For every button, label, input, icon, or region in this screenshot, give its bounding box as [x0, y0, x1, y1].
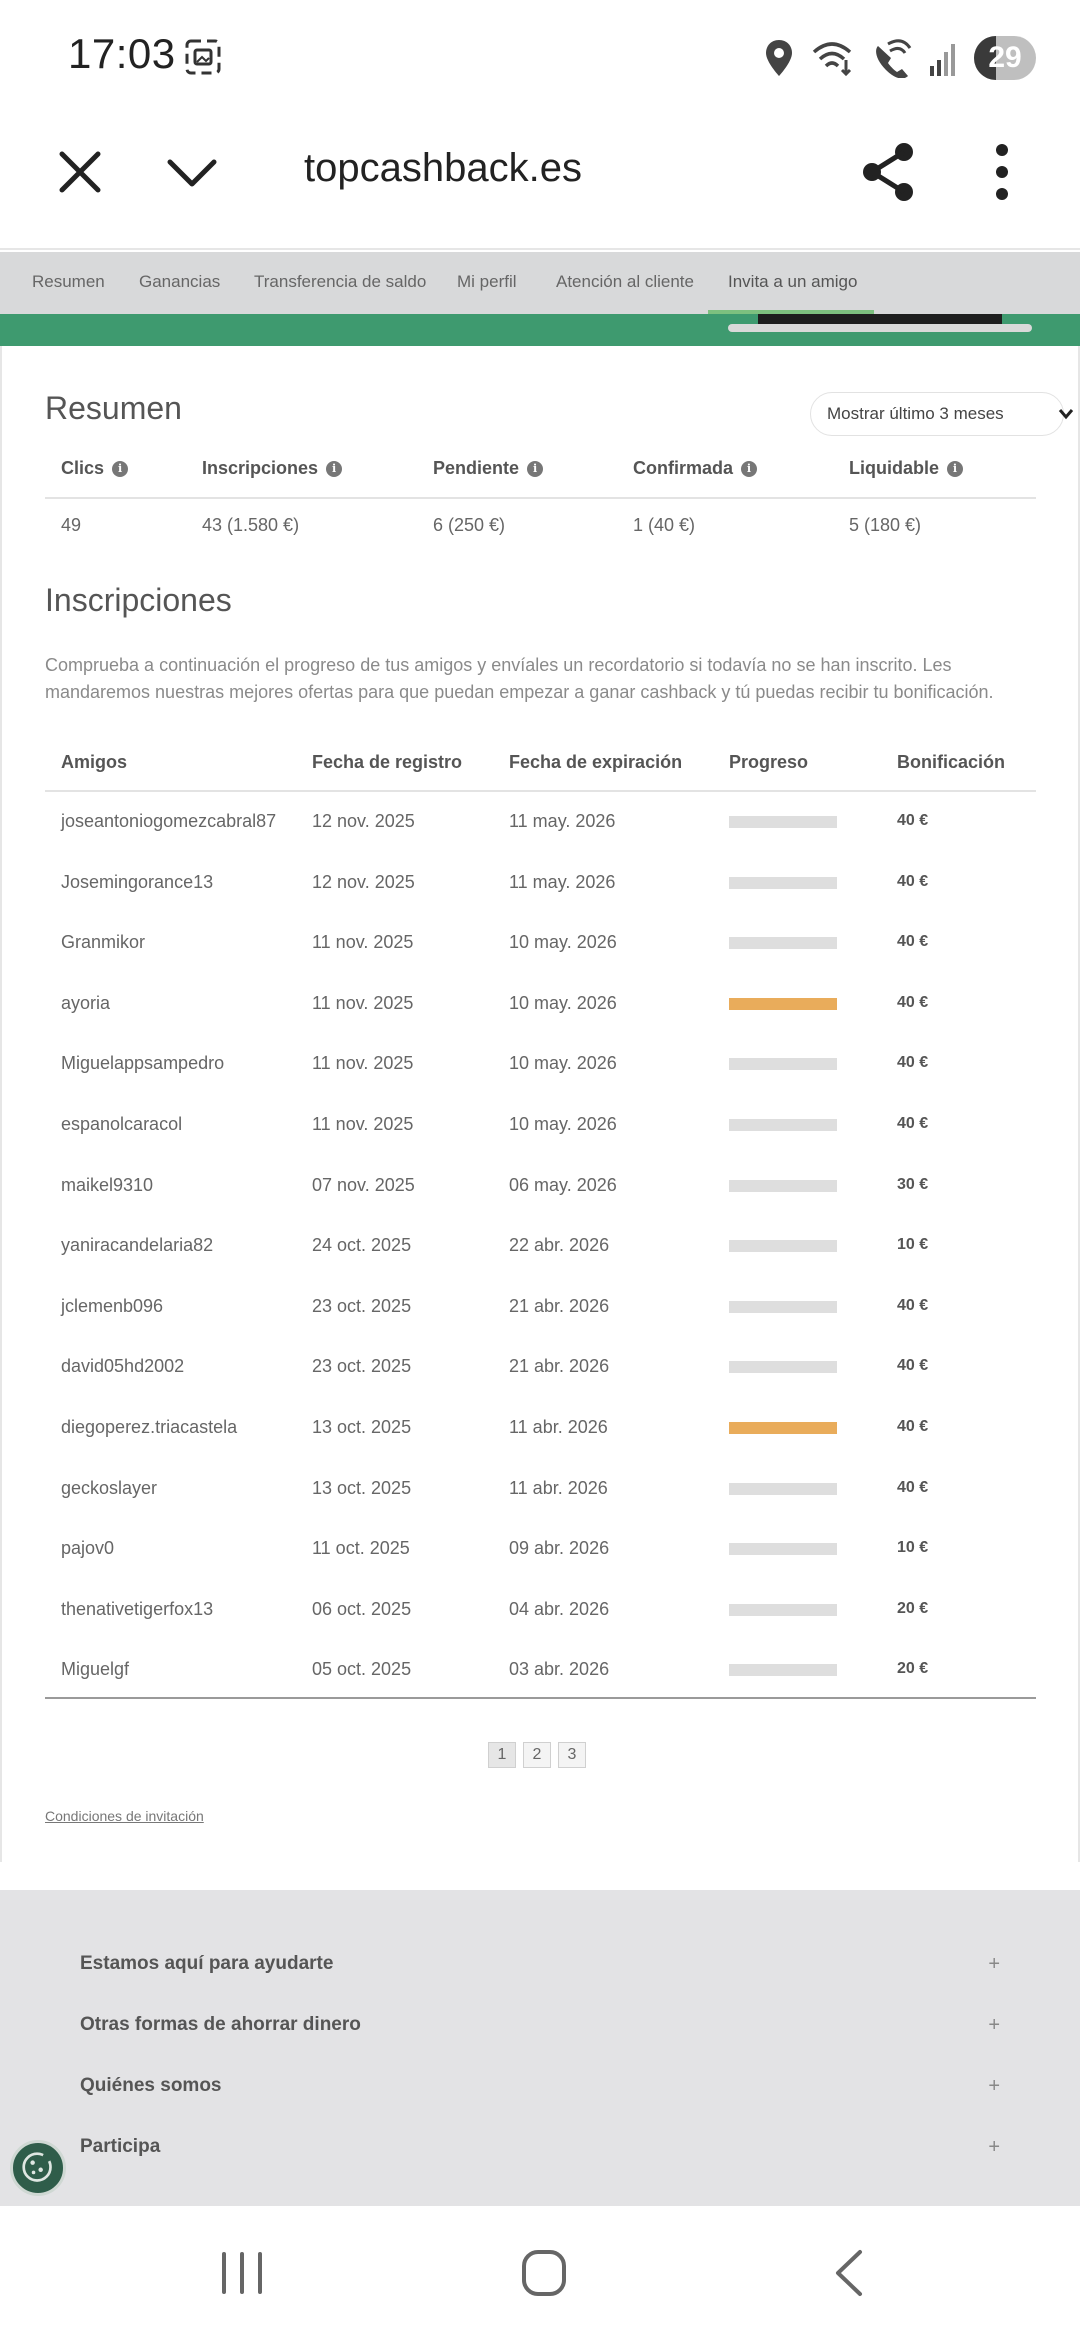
expand-icon: +	[988, 1953, 1000, 1975]
info-icon[interactable]: i	[527, 461, 543, 477]
status-icons	[764, 36, 1036, 80]
expiration-date: 09 abr. 2026	[509, 1538, 610, 1559]
registration-date: 12 nov. 2025	[312, 871, 415, 892]
footer-item-quienes-somos[interactable]	[80, 2066, 1000, 2106]
tab-resumen[interactable]: Resumen	[32, 272, 105, 291]
friend-name: Josemingorance13	[61, 871, 214, 892]
summary-header-clics	[61, 458, 128, 479]
footer-item-label: Participa	[80, 2136, 161, 2157]
footer-item-ayuda[interactable]	[80, 1944, 1000, 1984]
column-header-bonificacion: Bonificación	[897, 752, 1006, 772]
wifi-calling-icon	[872, 38, 912, 78]
bonus-amount: 40 €	[897, 1296, 929, 1314]
registration-date: 13 oct. 2025	[312, 1417, 412, 1437]
page-button[interactable]: 2	[523, 1742, 551, 1768]
account-tabs	[0, 252, 1080, 314]
home-icon[interactable]	[520, 2248, 568, 2298]
battery-level: 29	[988, 41, 1022, 74]
chevron-down-icon[interactable]	[164, 150, 220, 194]
share-icon[interactable]	[860, 142, 916, 202]
expiration-date: 11 abr. 2026	[509, 1477, 608, 1498]
signups-title: Inscripciones	[45, 582, 232, 618]
column-header-registro: Fecha de registro	[312, 752, 463, 772]
friend-name: Miguelgf	[61, 1659, 130, 1680]
progress-fill	[729, 998, 837, 1010]
summary-header-label: Pendiente	[433, 458, 520, 478]
footer-item-label: Otras formas de ahorrar dinero	[80, 2014, 361, 2035]
registration-date: 11 nov. 2025	[312, 932, 414, 953]
table-row	[45, 1458, 1036, 1518]
summary-header-label: Clics	[61, 458, 105, 478]
expiration-date: 10 may. 2026	[509, 992, 617, 1013]
registration-date: 11 nov. 2025	[312, 1053, 414, 1074]
expiration-date: 10 may. 2026	[509, 932, 617, 953]
column-header-amigos: Amigos	[61, 752, 128, 772]
summary-header-label: Confirmada	[633, 458, 734, 478]
progress-bar	[729, 816, 837, 828]
tab-ganancias[interactable]: Ganancias	[139, 272, 221, 291]
progress-bar	[729, 1483, 837, 1495]
progress-bar	[729, 937, 837, 949]
progress-bar	[729, 877, 837, 889]
table-row	[45, 1155, 1036, 1215]
table-row	[45, 973, 1036, 1033]
info-icon[interactable]: i	[326, 461, 342, 477]
registration-date: 11 oct. 2025	[312, 1538, 410, 1559]
summary-value-liquidable: 5 (180 €)	[849, 515, 922, 535]
screenshot-icon	[184, 38, 222, 76]
location-icon	[764, 38, 794, 78]
friend-name: maikel9310	[61, 1174, 154, 1195]
summary-header-liquidable	[849, 458, 963, 479]
summary-header-pendiente	[433, 458, 543, 479]
chevron-down-icon	[1057, 405, 1075, 423]
friend-name: david05hd2002	[61, 1356, 185, 1377]
info-icon[interactable]: i	[741, 461, 757, 477]
friend-name: geckoslayer	[61, 1477, 158, 1498]
table-row	[45, 1518, 1036, 1578]
system-nav-bar	[0, 2206, 1080, 2340]
bonus-amount: 30 €	[897, 1175, 929, 1193]
table-row	[45, 1215, 1036, 1275]
progress-bar	[729, 1664, 837, 1676]
summary-value-pendiente: 6 (250 €)	[433, 515, 506, 535]
table-row	[45, 1336, 1036, 1396]
progress-bar	[729, 1240, 837, 1252]
progress-bar	[729, 1119, 837, 1131]
expiration-date: 03 abr. 2026	[509, 1659, 610, 1680]
expiration-date: 10 may. 2026	[509, 1114, 617, 1134]
column-header-progreso: Progreso	[729, 752, 809, 772]
expiration-date: 22 abr. 2026	[509, 1235, 610, 1256]
battery-icon	[974, 36, 1036, 80]
recent-apps-icon[interactable]	[218, 2250, 266, 2296]
bonus-amount: 10 €	[897, 1539, 929, 1557]
table-row	[45, 1094, 1036, 1154]
summary-value-confirmada: 1 (40 €)	[633, 515, 696, 535]
bonus-amount: 40 €	[897, 933, 929, 951]
back-icon[interactable]	[828, 2248, 868, 2298]
bonus-amount: 40 €	[897, 1357, 929, 1375]
tab-invita-amigo[interactable]: Invita a un amigo	[728, 272, 858, 291]
friend-name: Granmikor	[61, 932, 146, 953]
expand-icon: +	[988, 2136, 1000, 2158]
registration-date: 13 oct. 2025	[312, 1477, 412, 1498]
bonus-amount: 40 €	[897, 812, 929, 829]
bonus-amount: 20 €	[897, 1660, 929, 1678]
page-button[interactable]: 3	[558, 1742, 586, 1768]
progress-bar	[729, 1058, 837, 1070]
table-row	[45, 1276, 1036, 1336]
tab-mi-perfil[interactable]: Mi perfil	[457, 272, 517, 291]
registration-date: 06 oct. 2025	[312, 1598, 412, 1619]
conditions-link[interactable]: Condiciones de invitación	[45, 1808, 204, 1824]
summary-header-confirmada	[633, 458, 757, 479]
expiration-date: 11 abr. 2026	[509, 1417, 608, 1437]
expiration-date: 21 abr. 2026	[509, 1295, 610, 1316]
progress-bar	[729, 998, 837, 1010]
signal-icon	[928, 38, 958, 78]
wifi-call-icon	[810, 38, 856, 78]
divider	[45, 497, 1036, 499]
friend-name: Miguelappsampedro	[61, 1053, 225, 1074]
friend-name: pajov0	[61, 1538, 115, 1559]
divider	[45, 1697, 1036, 1699]
bonus-amount: 40 €	[897, 1418, 929, 1435]
registration-date: 11 nov. 2025	[312, 992, 414, 1013]
tab-transferencia[interactable]: Transferencia de saldo	[254, 272, 427, 291]
friend-name: diegoperez.triacastela	[61, 1417, 238, 1437]
footer-item-label: Quiénes somos	[80, 2075, 222, 2096]
info-icon[interactable]: i	[112, 461, 128, 477]
footer-item-participa[interactable]	[80, 2127, 1000, 2167]
summary-value-clics: 49	[61, 515, 82, 535]
friend-name: espanolcaracol	[61, 1114, 183, 1134]
table-row	[45, 852, 1036, 912]
expiration-date: 06 may. 2026	[509, 1174, 617, 1195]
table-row	[45, 791, 1036, 851]
bonus-amount: 40 €	[897, 993, 929, 1011]
status-bar	[0, 0, 1080, 120]
status-time: 17:03	[68, 30, 176, 77]
expiration-date: 11 may. 2026	[509, 811, 616, 831]
table-row	[45, 1033, 1036, 1093]
table-row	[45, 1579, 1036, 1639]
table-row	[45, 1397, 1036, 1457]
summary-header-label: Inscripciones	[202, 458, 319, 478]
browser-toolbar	[0, 120, 1080, 250]
bonus-amount: 10 €	[897, 1236, 929, 1254]
laptop-illustration	[728, 314, 1032, 336]
friend-name: yaniracandelaria82	[61, 1235, 214, 1256]
expand-icon: +	[988, 2075, 1000, 2097]
progress-bar	[729, 1543, 837, 1555]
registration-date: 24 oct. 2025	[312, 1235, 412, 1256]
progress-bar	[729, 1180, 837, 1192]
bonus-amount: 20 €	[897, 1599, 929, 1617]
expiration-date: 04 abr. 2026	[509, 1598, 610, 1619]
pagination	[488, 1742, 586, 1768]
friend-name: thenativetigerfox13	[61, 1598, 214, 1619]
close-icon[interactable]	[56, 148, 104, 196]
more-vert-icon[interactable]	[990, 142, 1014, 202]
bonus-amount: 40 €	[897, 1054, 929, 1072]
registration-date: 23 oct. 2025	[312, 1295, 412, 1316]
url-text[interactable]: topcashback.es	[304, 146, 582, 190]
summary-value-inscripciones: 43 (1.580 €)	[202, 515, 300, 535]
bonus-amount: 40 €	[897, 1115, 929, 1132]
expiration-date: 11 may. 2026	[509, 871, 616, 892]
cookie-icon[interactable]	[10, 2140, 66, 2196]
progress-bar	[729, 1361, 837, 1373]
range-select[interactable]	[810, 392, 1064, 436]
table-row	[45, 1639, 1036, 1699]
column-header-expiracion: Fecha de expiración	[509, 752, 683, 772]
summary-header-label: Liquidable	[849, 458, 939, 478]
registration-date: 07 nov. 2025	[312, 1174, 415, 1195]
registration-date: 12 nov. 2025	[312, 811, 415, 831]
progress-bar	[729, 1301, 837, 1313]
bonus-amount: 40 €	[897, 872, 929, 890]
summary-title: Resumen	[45, 390, 182, 426]
tab-atencion-cliente[interactable]: Atención al cliente	[556, 272, 694, 291]
progress-fill	[729, 1422, 837, 1434]
friend-name: ayoria	[61, 992, 111, 1013]
info-icon[interactable]: i	[947, 461, 963, 477]
friend-name: joseantoniogomezcabral87	[61, 811, 277, 831]
page-button[interactable]: 1	[488, 1742, 516, 1768]
progress-bar	[729, 1422, 837, 1434]
progress-bar	[729, 1604, 837, 1616]
expiration-date: 21 abr. 2026	[509, 1356, 610, 1377]
registration-date: 23 oct. 2025	[312, 1356, 412, 1377]
table-row	[45, 912, 1036, 972]
summary-header-inscripciones	[202, 458, 342, 479]
friend-name: jclemenb096	[61, 1295, 164, 1316]
range-select-label: Mostrar último 3 meses	[827, 404, 1004, 423]
expiration-date: 10 may. 2026	[509, 1053, 617, 1074]
footer-item-ahorrar[interactable]	[80, 2005, 1000, 2045]
bonus-amount: 40 €	[897, 1478, 929, 1496]
footer-item-label: Estamos aquí para ayudarte	[80, 1953, 334, 1974]
expand-icon: +	[988, 2014, 1000, 2036]
signups-description: Comprueba a continuación el progreso de tus amigos y envíales un recordatorio si todavía no se han inscrito. Les mandaremos nuestras mejores ofertas para que puedan empezar a ganar cashback y tú puedas recibir tu bonificación.	[45, 655, 994, 702]
registration-date: 11 nov. 2025	[312, 1114, 414, 1134]
registration-date: 05 oct. 2025	[312, 1659, 412, 1680]
